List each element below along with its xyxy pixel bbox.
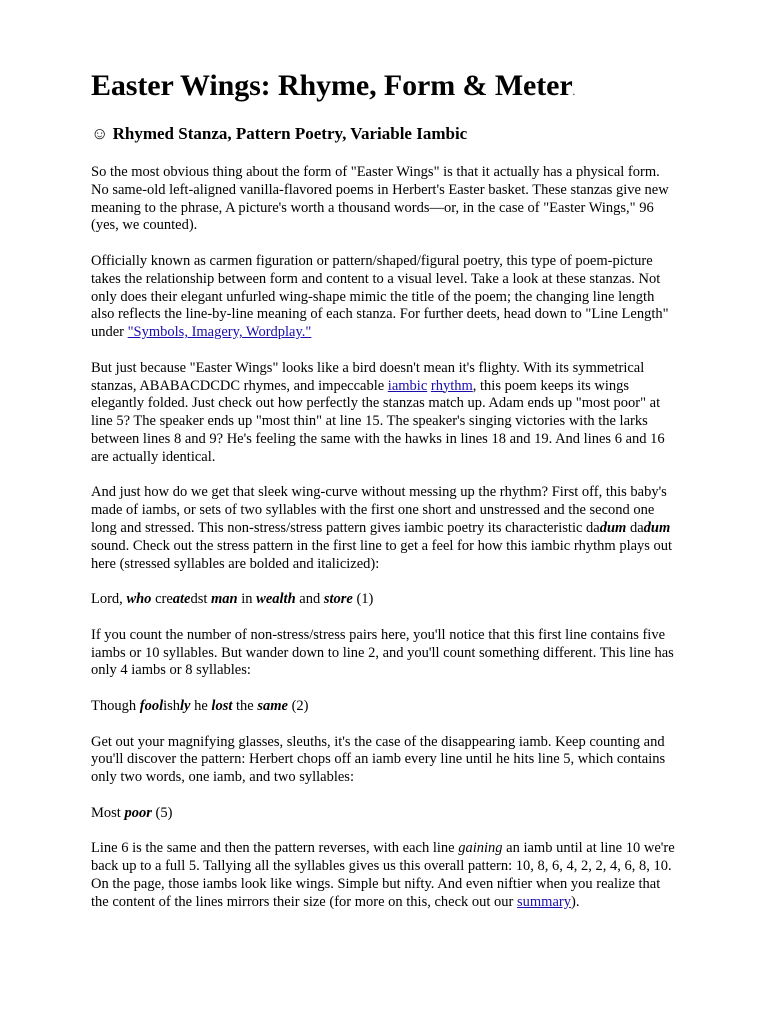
- verse-line-number: (5): [151, 804, 173, 821]
- paragraph-text: da: [626, 519, 644, 536]
- verse-text: Most: [91, 804, 125, 821]
- paragraph-counting: If you count the number of non-stress/stress pairs here, you'll notice that this first line contains five iambs or 10 syllables. But wander down to line 2, and you'll count something different. This line has only 4 iambs or 8 syllables:: [91, 626, 674, 679]
- symbols-imagery-link[interactable]: "Symbols, Imagery, Wordplay.": [127, 324, 312, 341]
- article: [91, 68, 681, 911]
- verse-line-1: [91, 591, 681, 609]
- paragraph-text: Officially known as carmen figuration or pattern/shaped/figural poetry, this type of poem-picture takes the relationship between form and content to a visual level. Take a look at these stanzas. Not only does their elegant unfurled wing-shape mimic the title of the poem; the changing line length also reflects the line-by-line meaning of each stanza. For further deets, head down to "Line Length" under: [91, 252, 669, 341]
- verse-text: the: [232, 697, 258, 714]
- verse-line-2: [91, 698, 681, 716]
- paragraph-pattern-poetry: [91, 253, 681, 342]
- paragraph-text: Line 6 is the same and then the pattern reverses, with each line: [91, 840, 459, 857]
- paragraph-symmetry: [91, 360, 681, 467]
- page-title-text: Easter Wings: Rhyme, Form & Meter: [91, 69, 573, 102]
- stressed-syllable: wealth: [256, 591, 296, 608]
- verse-line-number: (1): [352, 591, 374, 608]
- section-subtitle: ☺ Rhymed Stanza, Pattern Poetry, Variable Iambic: [91, 124, 468, 143]
- page-title-dot: .: [572, 87, 575, 98]
- stressed-syllable: ate: [172, 591, 191, 608]
- stressed-syllable: same: [257, 697, 288, 714]
- stressed-syllable: store: [323, 591, 353, 608]
- verse-line-number: (2): [287, 697, 309, 714]
- stressed-syllable: man: [211, 591, 238, 608]
- stressed-syllable: lost: [211, 697, 233, 714]
- stressed-syllable: fool: [139, 697, 164, 714]
- verse-text: cre: [151, 591, 173, 608]
- stressed-syllable: dum: [599, 519, 627, 536]
- emphasis-gaining: gaining: [458, 840, 503, 857]
- paragraph-physical-form: So the most obvious thing about the form of "Easter Wings" is that it actually has a physical form. No same-old left-aligned vanilla-flavored poems in Herbert's Easter basket. These stanzas give new meaning to the phrase, A picture's worth a thousand words—or, in the case of "Easter Wings," 96 (yes, we counted).: [91, 164, 669, 234]
- paragraph-text: , this poem keeps its wings elegantly folded. Just check out how perfectly the stanzas match up. Adam ends up "most poor" at line 5? The speaker ends up "most thin" at line 15. The speaker's singing victories with the larks between lines 8 and 9? He's feeling the same with the hawks in lines 18 and 19. And lines 6 and 16 are actually identical.: [91, 377, 665, 465]
- verse-text: Lord,: [91, 591, 127, 608]
- paragraph-iambs: [91, 484, 681, 573]
- summary-link[interactable]: summary: [517, 893, 571, 910]
- iambic-link[interactable]: iambic: [387, 377, 428, 394]
- verse-text: dst: [190, 591, 212, 608]
- stressed-syllable: who: [126, 591, 152, 608]
- verse-text: and: [295, 591, 324, 608]
- page-title: [91, 68, 681, 111]
- verse-line-5: [91, 805, 681, 823]
- paragraph-text: And just how do we get that sleek wing-curve without messing up the rhythm? First off, this baby's made of iambs, or sets of two syllables with the first one short and unstressed and the second one long and stressed. This non-stress/stress pattern gives iambic poetry its characteristic da: [91, 484, 667, 536]
- paragraph-text: ).: [570, 893, 580, 910]
- stressed-syllable: ly: [180, 697, 191, 714]
- verse-text: ish: [163, 697, 181, 714]
- verse-text: Though: [91, 697, 140, 714]
- verse-text: in: [237, 591, 257, 608]
- paragraph-text: sound. Check out the stress pattern in the first line to get a feel for how this iambic rhythm plays out here (stressed syllables are bolded and italicized):: [91, 537, 673, 572]
- stressed-syllable: dum: [643, 519, 671, 536]
- paragraph-pattern-reverses: [91, 840, 681, 911]
- verse-text: he: [190, 697, 212, 714]
- paragraph-text: an iamb until at line 10 we're back up to a full 5. Tallying all the syllables gives us this overall pattern: 10, 8, 6, 4, 2, 2, 4, 6, 8, 10. On the page, those iambs look like wings. Simple but nifty. And even niftier when you realize that the content of the lines mirrors their size (for more on this, check out our: [91, 840, 675, 910]
- paragraph-text: But just because "Easter Wings" looks like a bird doesn't mean it's flighty. With its symmetrical stanzas, ABABACDCDC rhymes, and impeccable: [91, 359, 645, 394]
- rhythm-link[interactable]: rhythm: [430, 377, 473, 394]
- stressed-syllable: poor: [124, 804, 152, 821]
- paragraph-disappearing-iamb: Get out your magnifying glasses, sleuths, it's the case of the disappearing iamb. Keep counting and you'll discover the pattern: Herbert chops off an iamb every line until he hits line 5, which contains only two words, one iamb, and two syllables:: [91, 733, 666, 786]
